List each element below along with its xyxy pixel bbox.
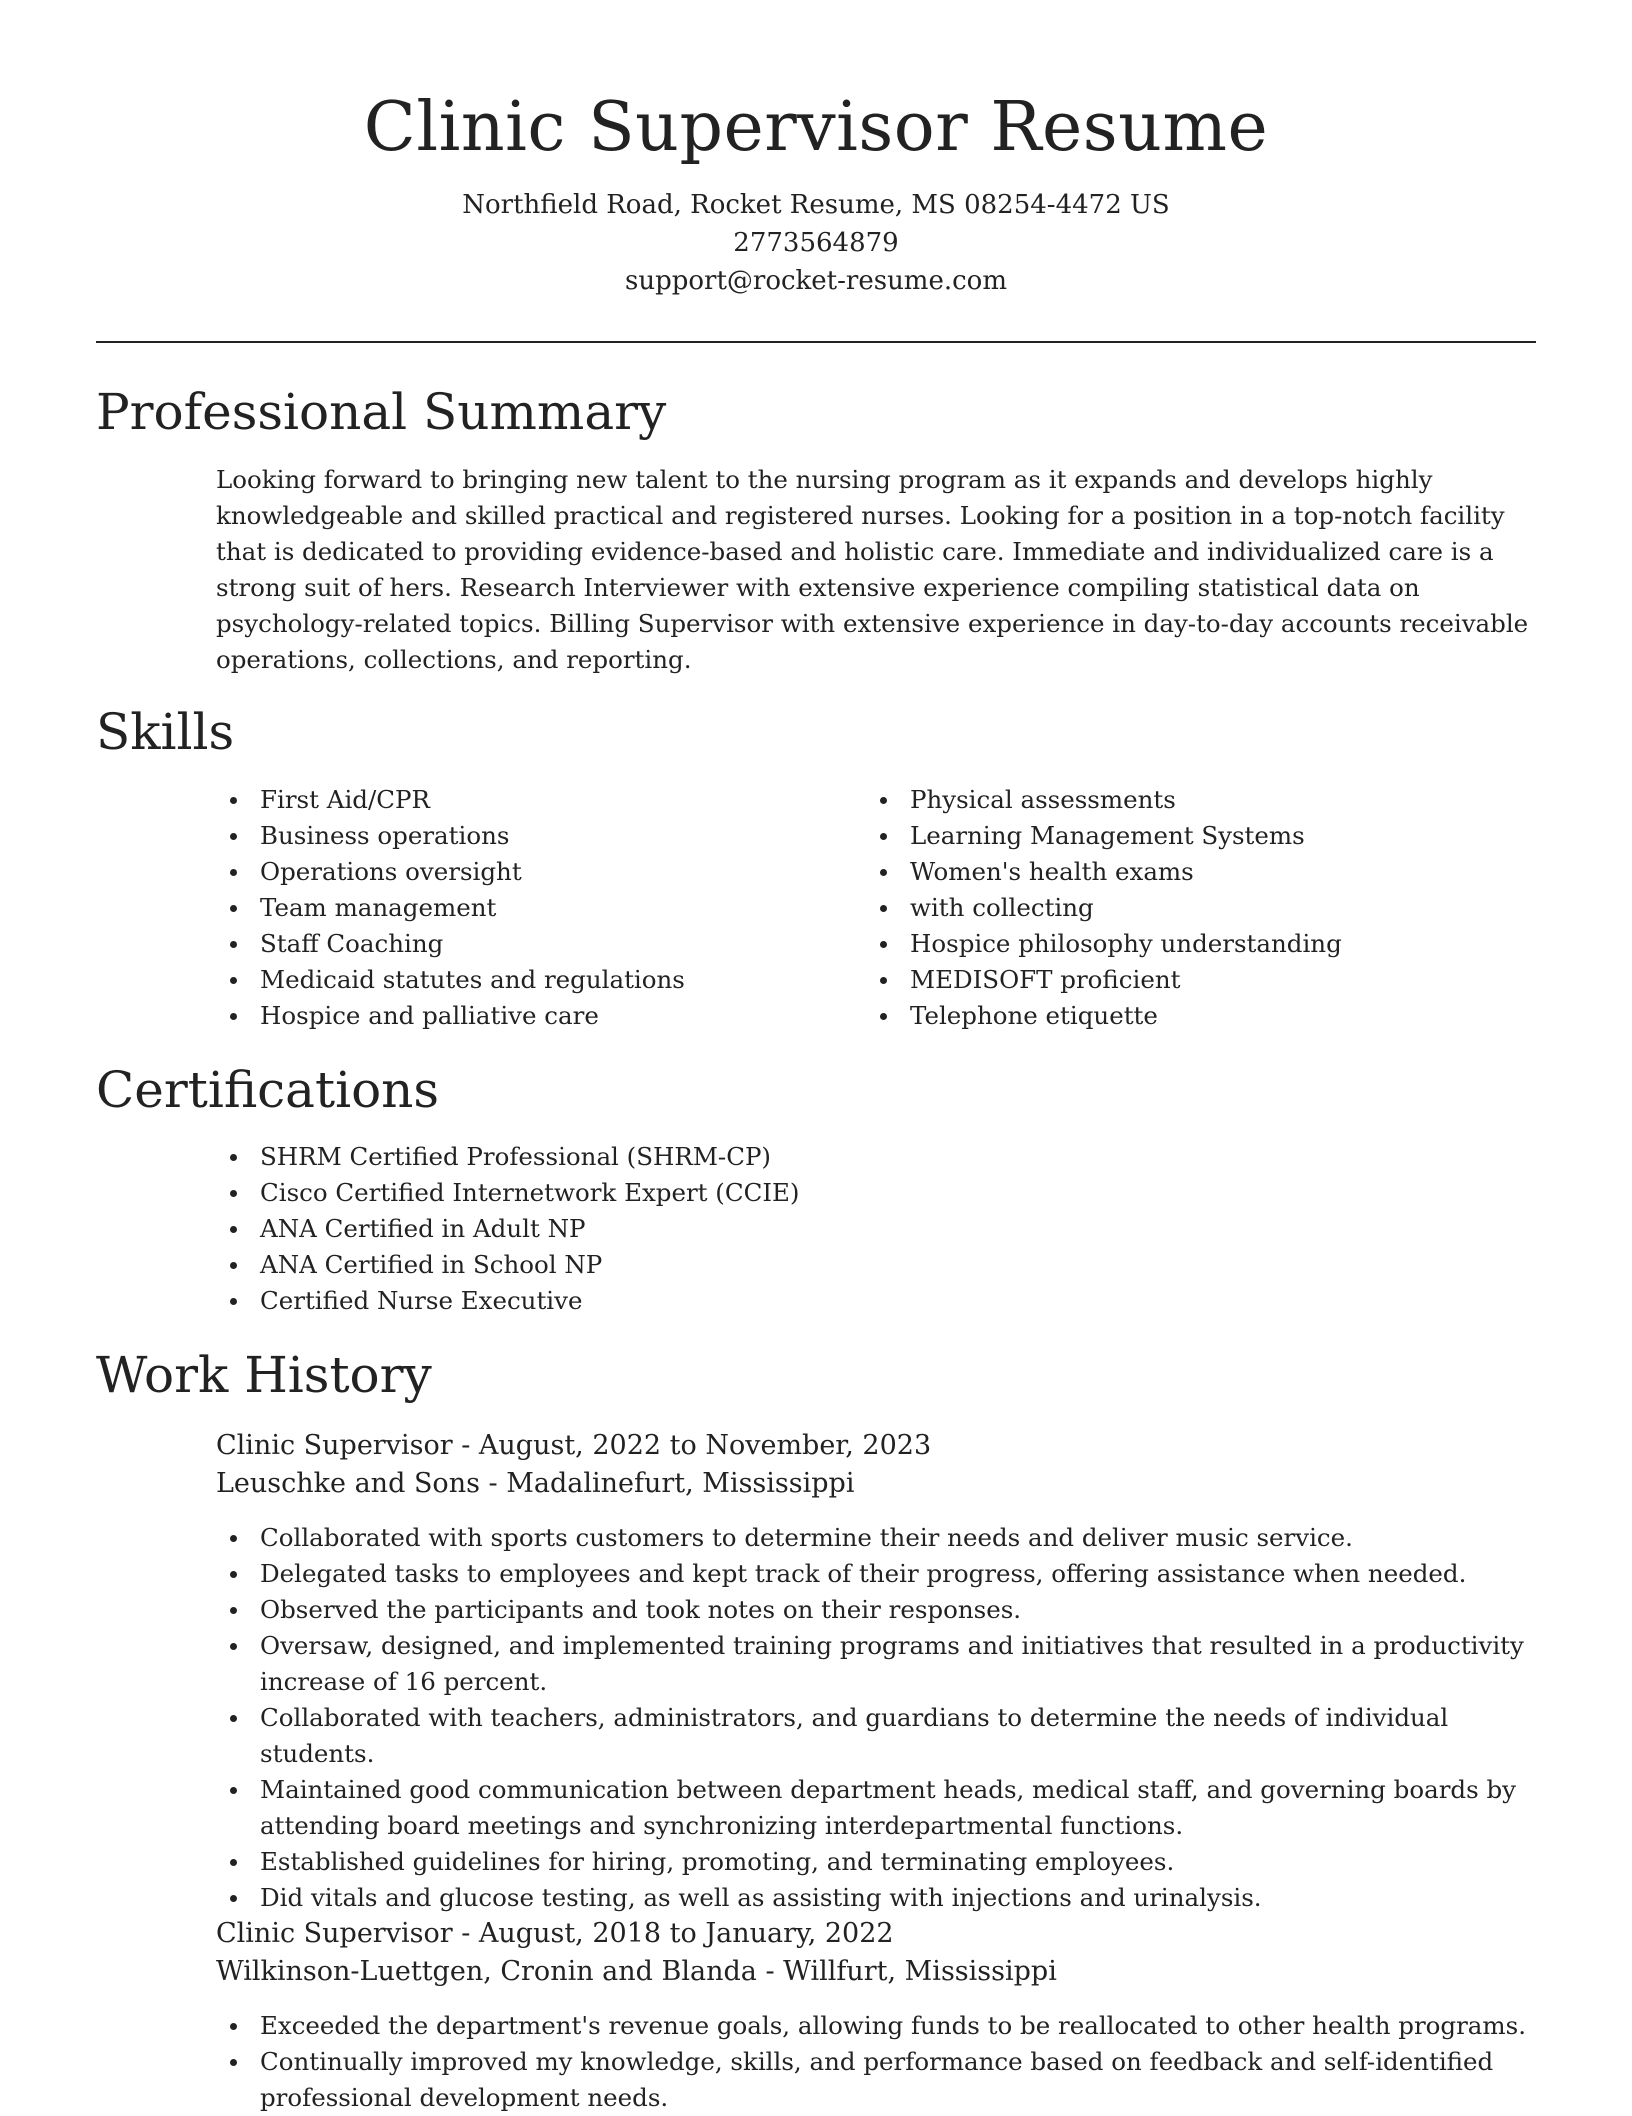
list-item: MEDISOFT proficient [866,962,1342,998]
work-history-heading: Work History [96,1346,432,1404]
list-item: ANA Certified in Adult NP [216,1211,799,1247]
list-item: Staff Coaching [216,926,685,962]
phone-text: 2773564879 [733,228,899,258]
job-company-line [216,1465,931,1503]
list-item: Established guidelines for hiring, promoting, and terminating employees. [216,1844,1536,1880]
job-company: Leuschke and Sons [216,1468,480,1499]
email-text: support@rocket-resume.com [624,266,1007,296]
list-item: First Aid/CPR [216,782,685,818]
list-item: Team management [216,890,685,926]
list-item: Collaborated with sports customers to determine their needs and deliver music service. [216,1520,1536,1556]
list-item: Medicaid statutes and regulations [216,962,685,998]
list-item: Operations oversight [216,854,685,890]
job-company-line [216,1953,1057,1991]
list-item: Hospice and palliative care [216,998,685,1034]
certifications-list [216,1139,799,1319]
contact-info [0,186,1632,300]
job-location: - Madalinefurt, Mississippi [479,1468,855,1499]
job-duties-list [216,2008,1536,2116]
job-title-line [216,1915,1057,1953]
job-dates: - August, 2022 to November, 2023 [452,1430,932,1461]
list-item: Observed the participants and took notes on their responses. [216,1592,1536,1628]
list-item: with collecting [866,890,1342,926]
list-item: Did vitals and glucose testing, as well as assisting with injections and urinalysis. [216,1880,1536,1916]
skills-heading: Skills [96,703,235,761]
list-item: ANA Certified in School NP [216,1247,799,1283]
address-text: Northfield Road, Rocket Resume, MS 08254-4472 US [462,190,1170,220]
list-item: Physical assessments [866,782,1342,818]
resume-header [0,78,1632,300]
skills-list-left [216,782,685,1034]
page-title: Clinic Supervisor Resume [363,88,1269,167]
job-title: Clinic Supervisor [216,1430,453,1461]
job-company: Wilkinson-Luettgen, Cronin and Blanda [216,1956,757,1987]
skills-list-right [866,782,1342,1034]
summary-text: Looking forward to bringing new talent to the nursing program as it expands and develops highly knowledgeable and skilled practical and registered nurses. Looking for a position in a top-notch facility that is dedicated to providing evidence-based and holistic care. Immediate and individualized care is a strong suit of hers. Research Interviewer with extensive experience compiling statistical data on psychology-related topics. Billing Supervisor with extensive experience in day-to-day accounts receivable operations, collections, and reporting. [216,465,1529,674]
list-item: Collaborated with teachers, administrators, and guardians to determine the needs of individual students. [216,1700,1536,1772]
list-item: Delegated tasks to employees and kept track of their progress, offering assistance when needed. [216,1556,1536,1592]
list-item: Continually improved my knowledge, skills, and performance based on feedback and self-identified professional development needs. [216,2044,1536,2116]
job-header [216,1427,931,1503]
summary-heading: Professional Summary [96,383,667,441]
list-item: Hospice philosophy understanding [866,926,1342,962]
job-dates: - August, 2018 to January, 2022 [452,1918,894,1949]
list-item: SHRM Certified Professional (SHRM-CP) [216,1139,799,1175]
job-title: Clinic Supervisor [216,1918,453,1949]
list-item: Learning Management Systems [866,818,1342,854]
list-item: Certified Nurse Executive [216,1283,799,1319]
list-item: Cisco Certified Internetwork Expert (CCIE) [216,1175,799,1211]
certifications-heading: Certifications [96,1061,440,1119]
list-item: Maintained good communication between department heads, medical staff, and governing boards by attending board meetings and synchronizing interdepartmental functions. [216,1772,1536,1844]
job-location: - Willfurt, Mississippi [756,1956,1057,1987]
list-item: Business operations [216,818,685,854]
list-item: Telephone etiquette [866,998,1342,1034]
list-item: Oversaw, designed, and implemented training programs and initiatives that resulted in a productivity increase of 16 percent. [216,1628,1536,1700]
job-header [216,1915,1057,1991]
list-item: Women's health exams [866,854,1342,890]
header-divider [96,341,1536,343]
list-item: Exceeded the department's revenue goals, allowing funds to be reallocated to other health programs. [216,2008,1536,2044]
job-duties-list [216,1520,1536,1916]
job-title-line [216,1427,931,1465]
